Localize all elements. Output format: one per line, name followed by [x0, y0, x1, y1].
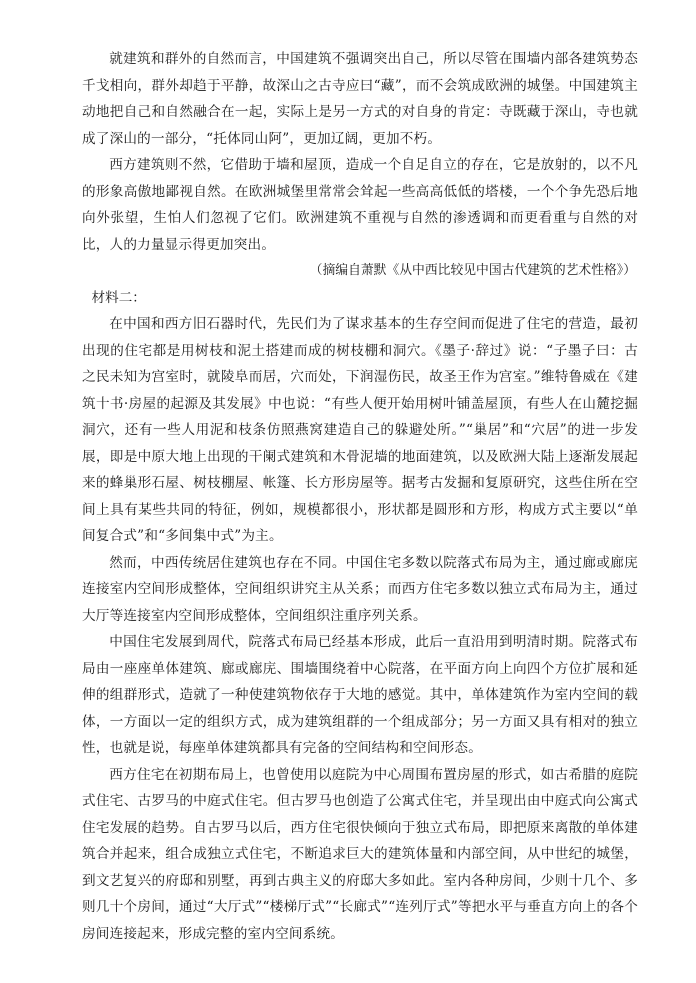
section-label-material-two: 材料二：: [91, 289, 146, 306]
paragraph-western-houses: 西方住宅在初期布局上，也曾使用以庭院为中心周围布置房屋的形式，如古希腊的庭院式住宅、古罗马的中庭式住宅。但古罗马也创造了公寓式住宅，并呈现出由中庭式向公寓式住宅发展的趋势。自古罗马以后，西方住宅很快倾向于独立式布局，即把原来离散的单体建筑合并起来，组合成独立式住宅，不断追求巨大的建筑体量和内部空间，从中世纪的城堡，到文艺复兴的府邸和别墅，再到古典主义的府邸大多如此。室内各种房间，少则十几个、多则几十个房间，通过“大厅式”“楼梯厅式”“长廊式”“连列厅式”等把水平与垂直方向上的各个房间连接起来，形成完整的室内空间系统。: [82, 766, 638, 942]
paragraph-chinese-courtyard: 中国住宅发展到周代，院落式布局已经基本形成，此后一直沿用到明清时期。院落式布局由一座座单体建筑、廊或廊庑、围墙围绕着中心院落，在平面方向上向四个方位扩展和延伸的组群形式，造就了一种使建筑物依存于大地的感觉。其中，单体建筑作为室内空间的载体，一方面以一定的组织方式，成为建筑组群的一个组成部分；另一方面又具有相对的独立性，也就是说，每座单体建筑都具有完备的空间结构和空间形态。: [82, 634, 638, 756]
paragraph-differences: 然而，中西传统居住建筑也存在不同。中国住宅多数以院落式布局为主，通过廊或廊庑连接室内空间形成整体，空间组织讲究主从关系；而西方住宅多数以独立式布局为主，通过大厅等连接室内空间形成整体，空间组织注重序列关系。: [82, 554, 638, 624]
document-page: [82, 46, 638, 947]
paragraph-western-architecture: 西方建筑则不然，它借助于墙和屋顶，造成一个自足自立的存在，它是放射的，以不凡的形象高傲地鄙视自然。在欧洲城堡里常常会耸起一些高高低低的塔楼，一个个争先恐后地向外张望，生怕人们忽视了它们。欧洲建筑不重视与自然的渗透调和而更看重与自然的对比，人的力量显示得更加突出。: [82, 157, 638, 253]
source-attribution: （摘编自萧默《从中西比较见中国古代建筑的艺术性格》）: [309, 263, 636, 278]
paragraph-nature-relation: 就建筑和群外的自然而言，中国建筑不强调突出自己，所以尽管在围墙内部各建筑势态千戈相向，群外却趋于平静，故深山之古寺应曰“藏”，而不会筑成欧洲的城堡。中国建筑主动地把自己和自然融合在一起，实际上是另一方式的对自身的肯定：寺既藏于深山，寺也就成了深山的一部分，“托体同山阿”，更加辽阔，更加不朽。: [82, 51, 638, 147]
paragraph-early-dwellings: 在中国和西方旧石器时代，先民们为了谋求基本的生存空间而促进了住宅的营造，最初出现的住宅都是用树枝和泥土搭建而成的树枝棚和洞穴。《墨子·辞过》说：“子墨子曰：古之民未知为宫室时，就陵阜而居，穴而处，下润湿伤民，故圣王作为宫室。”维特鲁威在《建筑十书·房屋的起源及其发展》中也说：“有些人便开始用树叶铺盖屋顶，有些人在山麓挖掘洞穴，还有一些人用泥和枝条仿照燕窝建造自己的躲避处所。”“巢居”和“穴居”的进一步发展，即是中原大地上出现的干阑式建筑和木骨泥墙的地面建筑，以及欧洲大陆上逐渐发展起来的蜂巢形石屋、树枝棚屋、帐篷、长方形房屋等。据考古发掘和复原研究，这些住所在空间上具有某些共同的特征，例如，规模都很小，形状都是圆形和方形，构成方式主要以“单间复合式”和“多间集中式”为主。: [82, 316, 638, 544]
